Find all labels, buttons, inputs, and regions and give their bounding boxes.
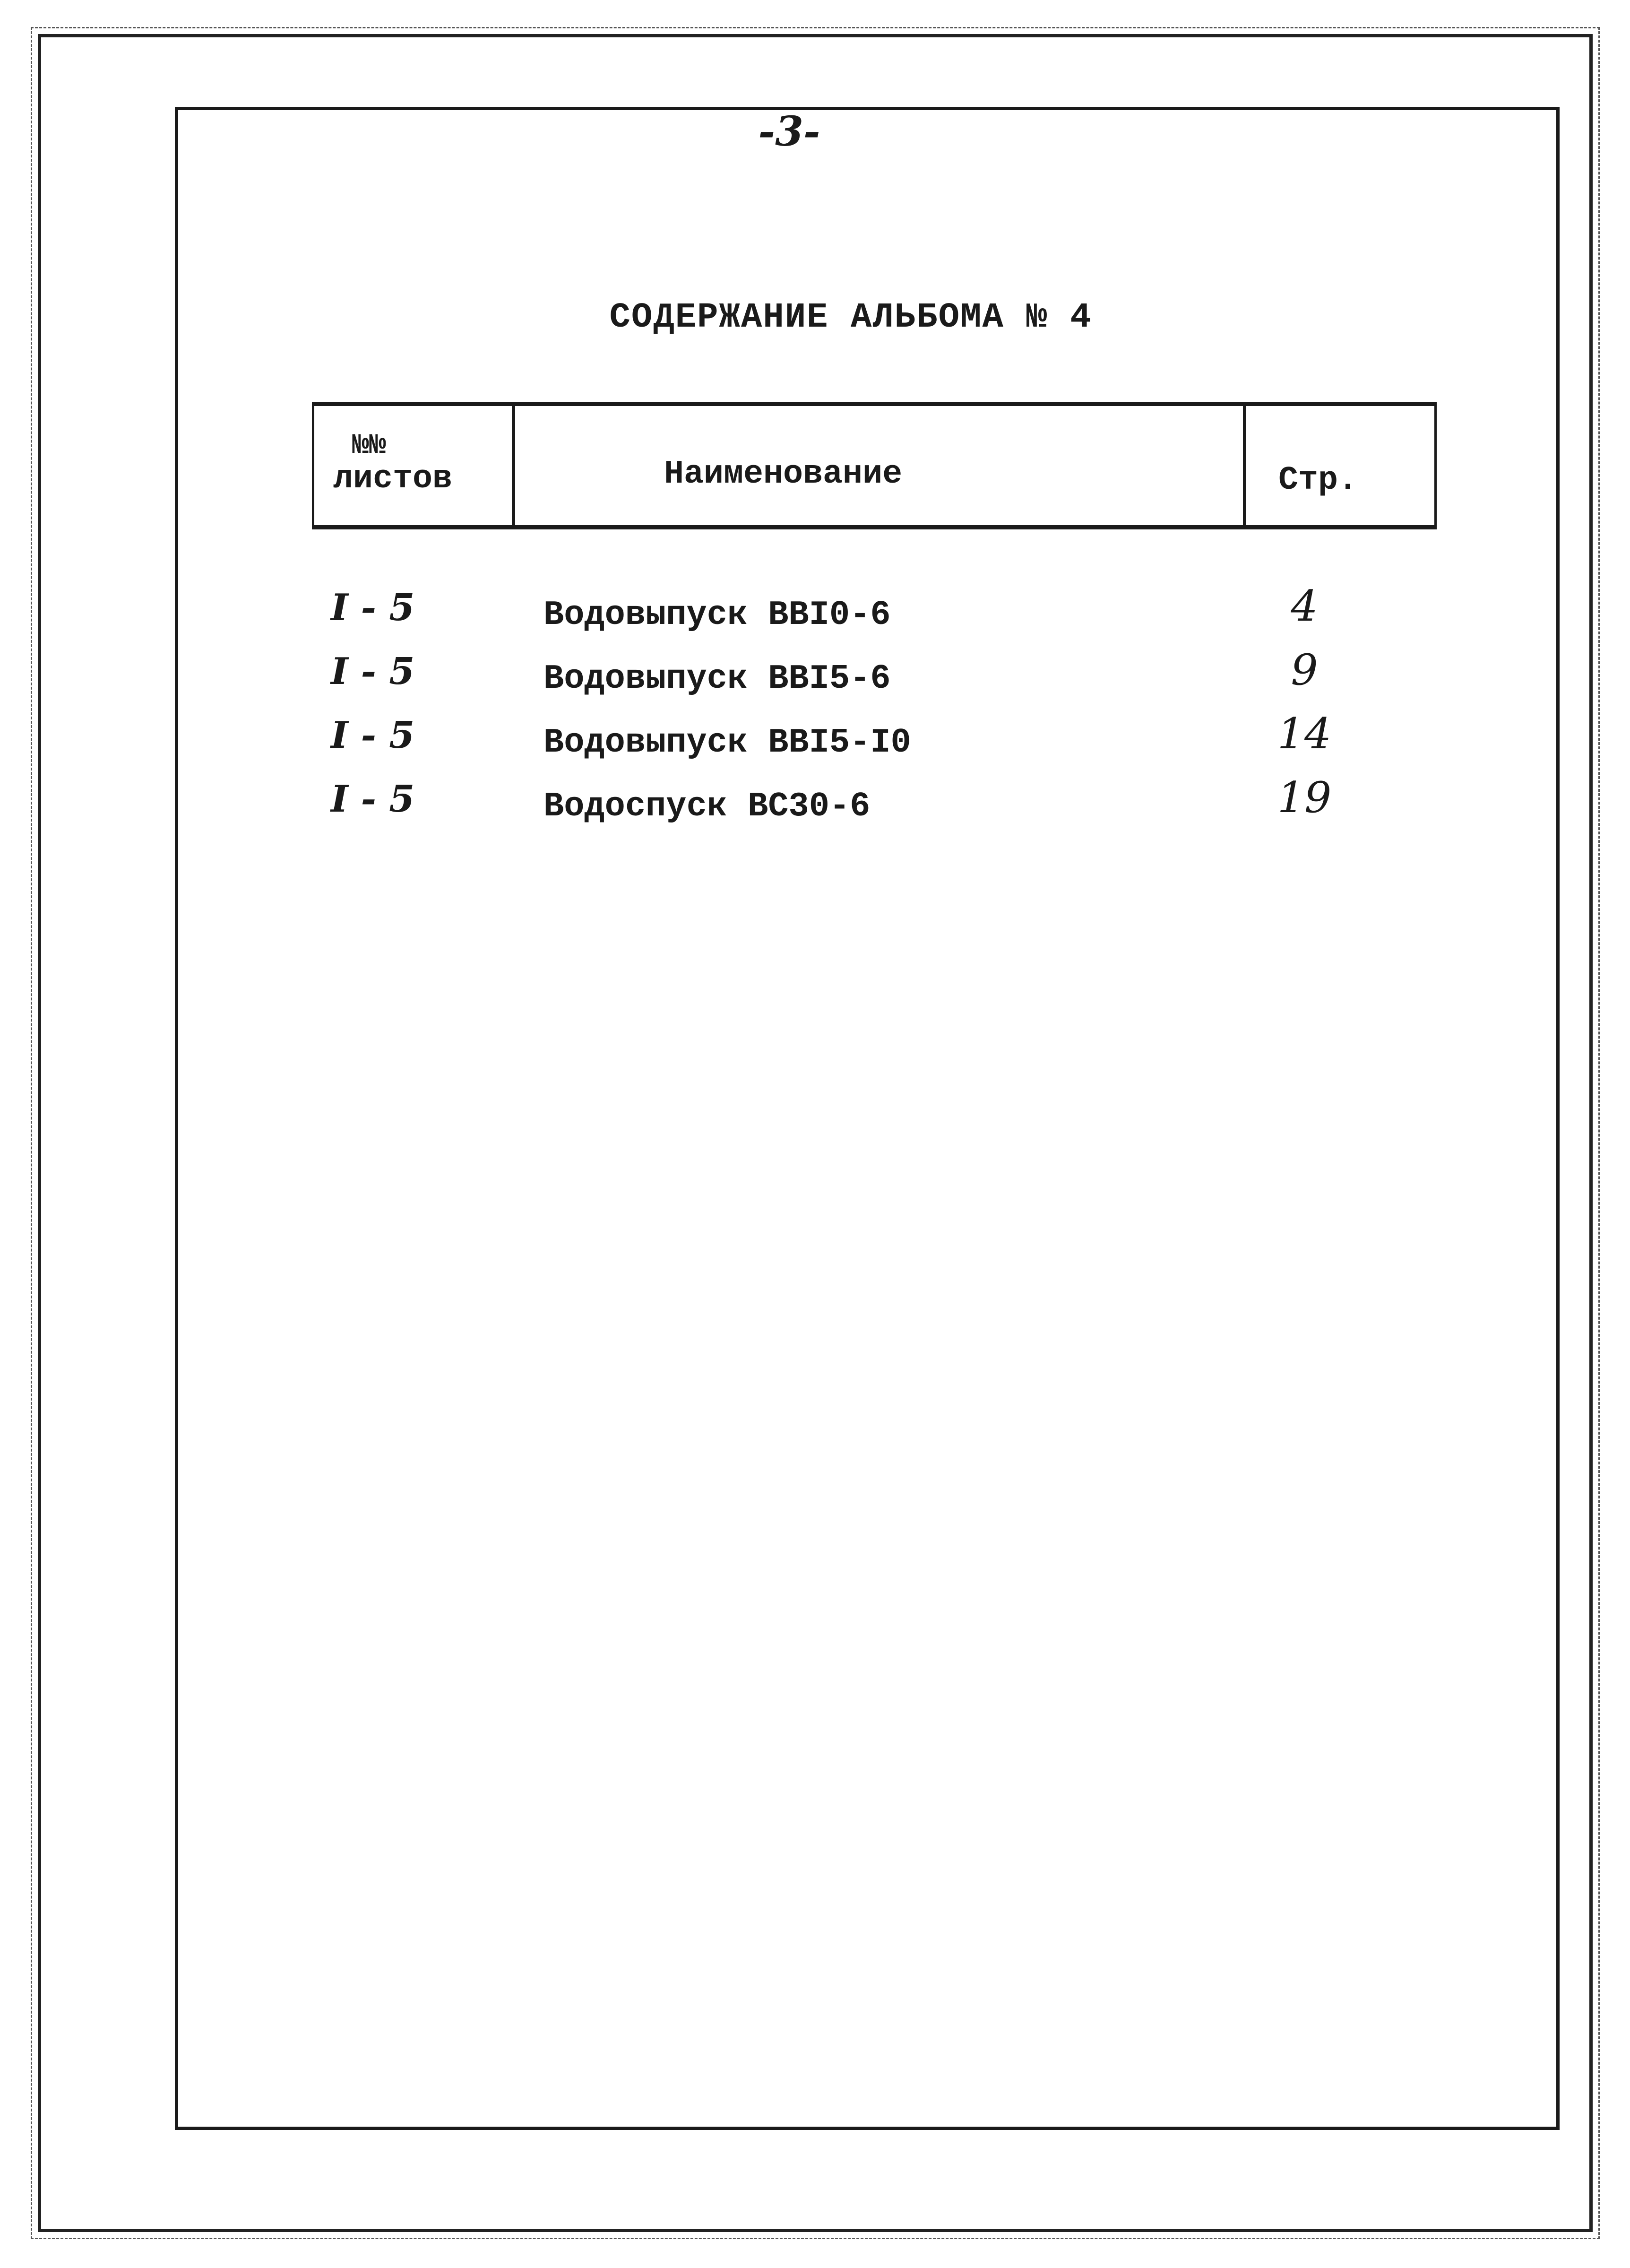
row-page: 4 [1291, 581, 1318, 631]
header-sheets-symbol: №№ [352, 430, 387, 462]
table-row [331, 645, 1418, 707]
row-name: Водовыпуск ВВI0-6 [543, 596, 891, 634]
header-page: Стр. [1278, 462, 1358, 499]
document-title: СОДЕРЖАНИЕ АЛЬБОМА № 4 [609, 298, 1092, 338]
table-row [331, 581, 1418, 643]
column-divider [512, 406, 515, 525]
table-row [331, 773, 1418, 834]
row-name: Водовыпуск ВВI5-I0 [543, 723, 911, 762]
row-sheets: I - 5 [331, 650, 415, 693]
row-sheets: I - 5 [331, 778, 415, 821]
header-name: Наименование [664, 456, 903, 493]
row-page: 14 [1277, 709, 1332, 759]
table-header [312, 402, 1437, 529]
page-number: -3- [758, 108, 820, 156]
row-name: Водоспуск ВС30-6 [543, 787, 871, 826]
row-page: 9 [1291, 645, 1318, 695]
row-page: 19 [1277, 773, 1332, 822]
row-sheets: I - 5 [331, 586, 415, 629]
header-sheets: листов [333, 460, 453, 498]
row-name: Водовыпуск ВВI5-6 [543, 659, 891, 698]
column-divider [1243, 406, 1246, 525]
row-sheets: I - 5 [331, 714, 415, 757]
table-row [331, 709, 1418, 770]
